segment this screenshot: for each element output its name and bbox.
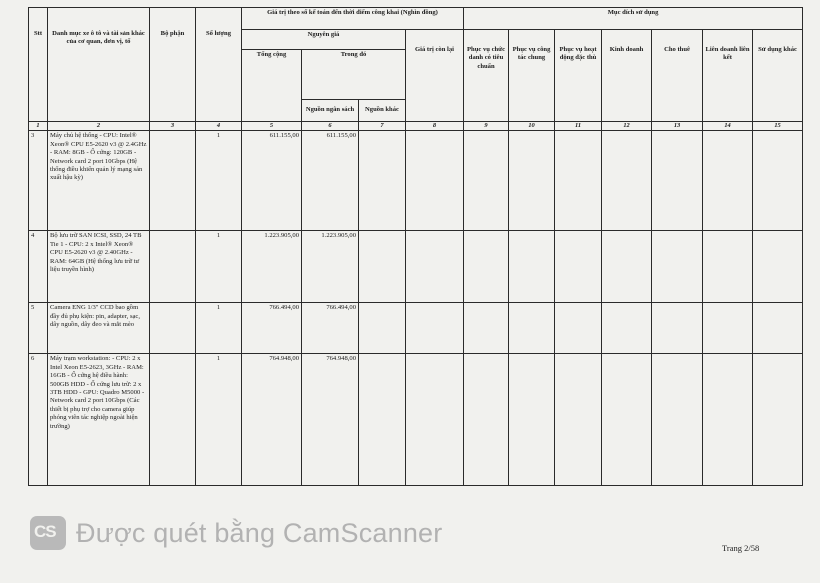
column-number: 5 [242,122,302,131]
column-number: 1 [29,122,48,131]
column-number: 13 [652,122,703,131]
row-empty-cell [555,131,602,231]
row-nguon-ngan-sach: 1.223.905,00 [302,231,359,303]
header-muc-dich-group: Mục đích sử dụng [464,8,803,30]
row-empty-cell [406,231,464,303]
header-so-luong: Số lượng [196,8,242,122]
column-number: 8 [406,122,464,131]
row-empty-cell [753,131,803,231]
column-number: 4 [196,122,242,131]
row-tong-cong: 1.223.905,00 [242,231,302,303]
row-empty-cell [359,231,406,303]
header-lien-doanh: Liên doanh liên kết [703,30,753,122]
table-row [29,131,803,231]
column-number: 7 [359,122,406,131]
column-number: 11 [555,122,602,131]
camscanner-watermark-text: Được quét bằng CamScanner [76,517,443,548]
row-so-luong: 1 [196,131,242,231]
row-empty-cell [406,354,464,486]
row-empty-cell [652,303,703,354]
header-nguon-khac: Nguồn khác [359,100,406,122]
row-empty-cell [652,354,703,486]
row-bo-phan [150,231,196,303]
header-trong-do: Trong đó [302,50,406,100]
column-number: 9 [464,122,509,131]
table-row [29,231,803,303]
row-stt: 6 [29,354,48,486]
row-empty-cell [509,354,555,486]
row-bo-phan [150,354,196,486]
row-empty-cell [602,303,652,354]
row-description: Camera ENG 1/3" CCD bao gồm đầy đủ phụ kiện: pin, adapter, sạc, dây nguồn, dây đeo và mắt mèo [48,303,150,354]
row-empty-cell [652,231,703,303]
row-empty-cell [509,131,555,231]
row-empty-cell [464,303,509,354]
row-tong-cong: 766.494,00 [242,303,302,354]
header-danh-muc: Danh mục xe ô tô và tài sản khác của cơ quan, đơn vị, tổ [48,8,150,122]
row-empty-cell [464,231,509,303]
header-kinh-doanh: Kinh doanh [602,30,652,122]
header-phuc-vu-cong-tac: Phục vụ công tác chung [509,30,555,122]
row-empty-cell [602,354,652,486]
table-header [29,8,803,131]
row-nguon-ngan-sach: 764.948,00 [302,354,359,486]
table-row [29,354,803,486]
header-bo-phan: Bộ phận [150,8,196,122]
column-number: 14 [703,122,753,131]
column-number: 2 [48,122,150,131]
row-bo-phan [150,303,196,354]
row-empty-cell [464,131,509,231]
row-empty-cell [652,131,703,231]
row-tong-cong: 611.155,00 [242,131,302,231]
row-empty-cell [406,131,464,231]
row-empty-cell [602,131,652,231]
table-body [29,131,803,486]
row-empty-cell [555,303,602,354]
header-tong-cong: Tổng cộng [242,50,302,122]
header-nguon-ngan-sach: Nguồn ngân sách [302,100,359,122]
column-number: 10 [509,122,555,131]
row-stt: 5 [29,303,48,354]
row-so-luong: 1 [196,354,242,486]
row-empty-cell [602,231,652,303]
asset-table [28,7,803,486]
header-gia-tri-con-lai: Giá trị còn lại [406,30,464,122]
header-phuc-vu-chuc-danh: Phục vụ chức danh có tiêu chuẩn [464,30,509,122]
row-nguon-ngan-sach: 611.155,00 [302,131,359,231]
row-empty-cell [555,231,602,303]
row-bo-phan [150,131,196,231]
row-empty-cell [555,354,602,486]
row-stt: 4 [29,231,48,303]
asset-disclosure-table-sheet [28,7,802,487]
header-stt: Stt [29,8,48,122]
row-empty-cell [359,303,406,354]
row-empty-cell [753,231,803,303]
column-number: 6 [302,122,359,131]
row-empty-cell [703,131,753,231]
column-number: 15 [753,122,803,131]
camscanner-logo-icon [30,516,66,550]
camscanner-logo-text: CS [34,522,56,541]
row-empty-cell [359,354,406,486]
row-empty-cell [406,303,464,354]
column-number: 12 [602,122,652,131]
header-phuc-vu-hoat-dong: Phục vụ hoạt động đặc thù [555,30,602,122]
row-tong-cong: 764.948,00 [242,354,302,486]
row-description: Máy chủ hệ thống - CPU: Intel® Xeon® CPU E5-2620 v3 @ 2.4GHz - RAM: 8GB - Ổ cứng: 120GB - Network card 2 port 10Gbps (Hệ thống điều khiển quản lý mạng sản xuất hậu kỳ) [48,131,150,231]
column-number: 3 [150,122,196,131]
row-description: Bộ lưu trữ SAN ICSI, SSD, 24 TB Tie 1 - CPU: 2 x Intel® Xeon® CPU E5-2620 v3 @ 2.40GHz - RAM: 64GB (Hệ thống lưu trữ tư liệu truyền hình) [48,231,150,303]
row-empty-cell [753,354,803,486]
header-nguyen-gia: Nguyên giá [242,30,406,50]
row-empty-cell [509,303,555,354]
row-so-luong: 1 [196,303,242,354]
table-row [29,303,803,354]
row-empty-cell [753,303,803,354]
row-empty-cell [359,131,406,231]
row-description: Máy trạm workstation: - CPU: 2 x Intel Xeon E5-2623, 3GHz - RAM: 16GB - Ổ cứng hệ điều hành: 500GB HDD - Ổ cứng lưu trữ: 2 x 3TB HDD - GPU: Quadro M5000 - Network card 2 port 10Gbps (Các thiết bị phụ trợ cho camera giúp phóng viên tác nghiệp ngoài hiện trường) [48,354,150,486]
row-so-luong: 1 [196,231,242,303]
row-empty-cell [703,231,753,303]
row-empty-cell [703,303,753,354]
row-empty-cell [703,354,753,486]
camscanner-watermark [30,516,442,550]
row-nguon-ngan-sach: 766.494,00 [302,303,359,354]
column-number-row [29,122,803,131]
header-su-dung-khac: Sử dụng khác [753,30,803,122]
row-empty-cell [509,231,555,303]
row-empty-cell [464,354,509,486]
header-cho-thue: Cho thuê [652,30,703,122]
header-gia-tri-group: Giá trị theo số kế toán đến thời điểm công khai (Nghìn đồng) [242,8,464,30]
page-number: Trang 2/58 [722,543,760,553]
row-stt: 3 [29,131,48,231]
